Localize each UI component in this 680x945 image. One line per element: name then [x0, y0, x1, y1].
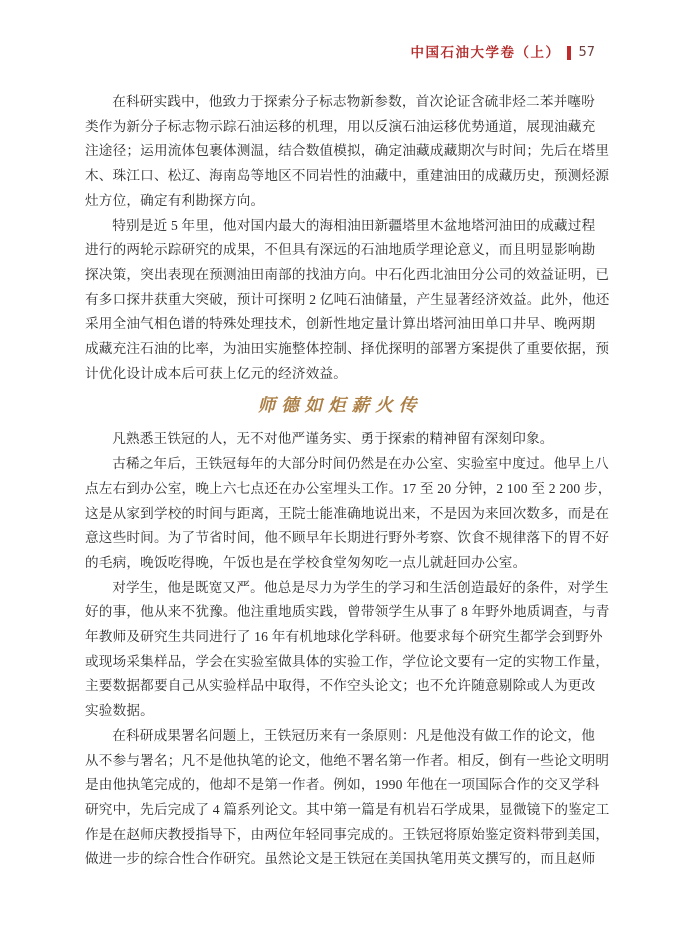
text-line: 采用全油气相色谱的特殊处理技术，创新性地定量计算出塔河油田单口井早、晚两期 — [85, 316, 596, 332]
book-title: 中国石油大学卷（上） — [410, 45, 561, 60]
text-line: 或现场采集样品，学会在实验室做具体的实验工作，学位论文要有一定的实物工作量， — [85, 653, 610, 669]
text-line: 计优化设计成本后可获上亿元的经济效益。 — [85, 365, 348, 381]
text-line: 意这些时间。为了节省时间，他不顾早年长期进行野外考察、饮食不规律落下的胃不好 — [85, 530, 610, 546]
text-line: 有多口探井获重大突破，预计可探明 2 亿吨石油储量，产生显著经济效益。此外，他还 — [85, 291, 610, 307]
text-line: 点左右到办公室，晚上六七点还在办公室埋头工作。17 至 20 分钟，2 100 至 2 200 步， — [85, 480, 612, 496]
text-line: 注途径；运用流体包裹体测温，结合数值模拟，确定油藏成藏期次与时间；先后在塔里 — [85, 143, 610, 159]
text-line: 成藏充注石油的比率，为油田实施整体控制、择优探明的部署方案提供了重要依据，预 — [85, 341, 610, 357]
text-line: 的毛病，晚饭吃得晚，午饭也是在学校食堂匆匆吃一点儿就赶回办公室。 — [85, 554, 527, 570]
text-line: 做进一步的综合性合作研究。虽然论文是王铁冠在美国执笔用英文撰写的，而且赵师 — [85, 851, 596, 867]
text-line: 特别是近 5 年里，他对国内最大的海相油田新疆塔里木盆地塔河油田的成藏过程 — [112, 217, 596, 233]
text-line: 对学生，他是既宽又严。他总是尽力为学生的学习和生活创造最好的条件，对学生 — [112, 579, 609, 595]
text-line: 在科研成果署名问题上，王铁冠历来有一条原则：凡是他没有做工作的论文，他 — [112, 727, 595, 743]
text-line: 灶方位，确定有利勘探方向。 — [85, 192, 265, 208]
text-line: 木、珠江口、松辽、海南岛等地区不同岩性的油藏中，重建油田的成藏历史，预测烃源 — [85, 168, 610, 184]
header-rule-bar — [567, 46, 571, 60]
text-line: 主要数据都要自己从实验样品中取得，不作空头论文；也不允许随意剔除或人为更改 — [85, 678, 596, 694]
text-line: 实验数据。 — [85, 703, 154, 719]
text-line: 进行的两轮示踪研究的成果，不但具有深远的石油地质学理论意义，而且明显影响勘 — [85, 242, 596, 258]
text-line: 年教师及研究生共同进行了 16 年有机地球化学科研。他要求每个研究生都学会到野外 — [85, 629, 603, 645]
text-line: 是由他执笔完成的，他却不是第一作者。例如，1990 年他在一项国际合作的交叉学科 — [85, 777, 600, 793]
text-line: 探决策，突出表现在预测油田南部的找油方向。中石化西北油田分公司的效益证明，已 — [85, 266, 610, 282]
page-number: 57 — [578, 45, 595, 60]
text-line: 类作为新分子标志物示踪石油运移的机理，用以反演石油运移优势通道，展现油藏充 — [85, 118, 596, 134]
text-line: 作是在赵师庆教授指导下，由两位年轻同事完成的。王铁冠将原始鉴定资料带到美国， — [85, 826, 610, 842]
page-body-text — [85, 90, 612, 872]
text-line: 好的事，他从来不犹豫。他注重地质实践，曾带领学生从事了 8 年野外地质调查，与青 — [85, 604, 610, 620]
text-line: 在科研实践中，他致力于探索分子标志物新参数，首次论证含硫非烃二苯并噻吩 — [112, 94, 595, 109]
text-line: 研究中，先后完成了 4 篇系列论文。其中第一篇是有机岩石学成果，显微镜下的鉴定工 — [85, 801, 610, 817]
text-line: 这是从家到学校的时间与距离，王院士能准确地说出来，不是因为来回次数多，而是在 — [85, 505, 610, 521]
text-line: 凡熟悉王铁冠的人，无不对他严谨务实、勇于探索的精神留有深刻印象。 — [112, 431, 554, 447]
text-line: 古稀之年后，王铁冠每年的大部分时间仍然是在办公室、实验室中度过。他早上八 — [112, 456, 609, 472]
running-head — [410, 45, 595, 61]
text-line: 从不参与署名；凡不是他执笔的论文，他绝不署名第一作者。相反，倒有一些论文明明 — [85, 752, 610, 768]
section-heading: 师德如炬薪火传 — [257, 396, 423, 417]
